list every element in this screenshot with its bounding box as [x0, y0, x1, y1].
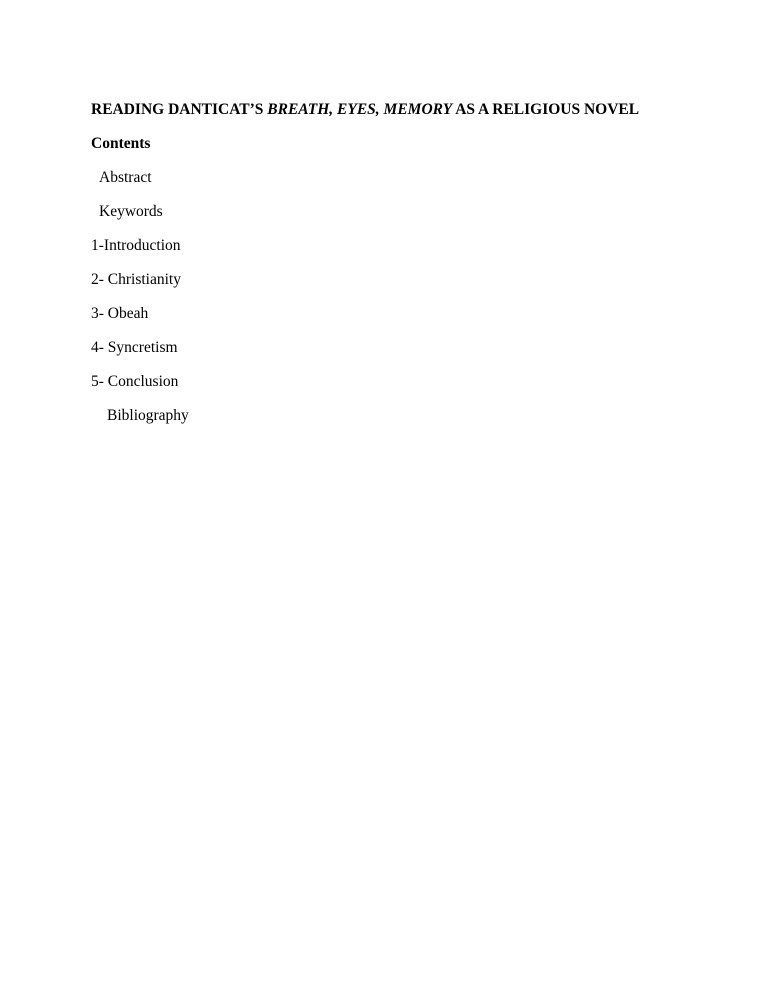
toc-item-bibliography: Bibliography	[107, 407, 189, 424]
toc-item-introduction: 1-Introduction	[91, 237, 181, 254]
title-part-3: AS A RELIGIOUS NOVEL	[452, 101, 640, 118]
toc-item-syncretism: 4- Syncretism	[91, 339, 178, 356]
toc-item-obeah: 3- Obeah	[91, 305, 149, 322]
title-part-2-italic: BREATH, EYES, MEMORY	[267, 101, 453, 118]
toc-item-keywords: Keywords	[99, 203, 163, 220]
title-part-1: READING DANTICAT’S	[91, 101, 268, 118]
contents-heading: Contents	[91, 135, 151, 152]
toc-item-christianity: 2- Christianity	[91, 271, 181, 288]
toc-item-abstract: Abstract	[99, 169, 152, 186]
document-title	[91, 100, 639, 120]
toc-item-conclusion: 5- Conclusion	[91, 373, 179, 390]
